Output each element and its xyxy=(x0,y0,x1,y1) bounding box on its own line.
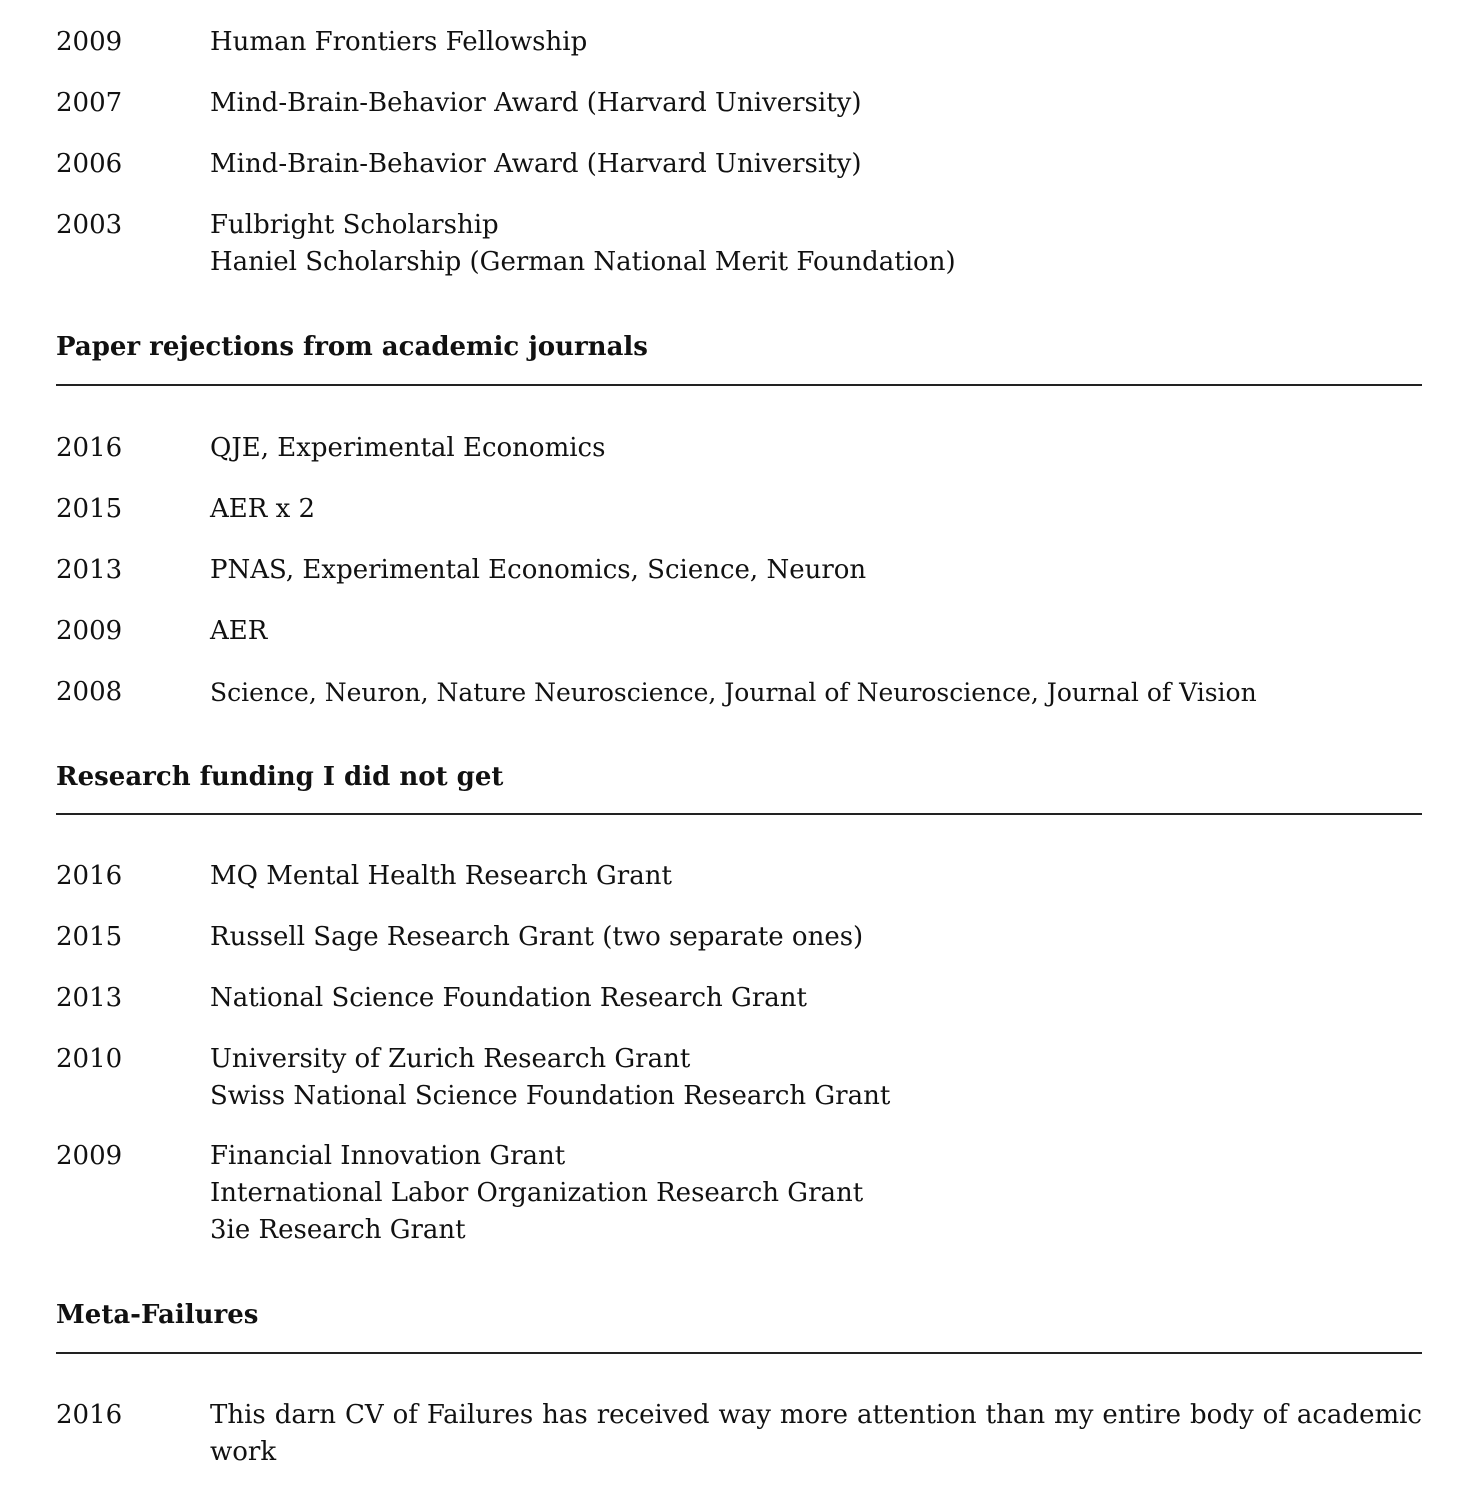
entry-line: University of Zurich Research Grant xyxy=(210,1044,691,1074)
entry-content xyxy=(210,1138,1422,1249)
entry-line: Swiss National Science Foundation Research Grant xyxy=(210,1081,891,1111)
section-heading-meta-failures: Meta-Failures xyxy=(56,1300,259,1330)
entry-year: 2013 xyxy=(56,983,123,1013)
entry-line: Mind-Brain-Behavior Award (Harvard University) xyxy=(210,88,862,118)
entry-content xyxy=(210,146,1422,183)
entry-content xyxy=(210,24,1422,61)
entry-year: 2010 xyxy=(56,1044,123,1074)
entry-content xyxy=(210,207,1422,281)
entry-year: 2016 xyxy=(56,861,123,891)
entry-line: Mind-Brain-Behavior Award (Harvard University) xyxy=(210,149,862,179)
entry-content xyxy=(210,491,1422,528)
section-divider xyxy=(56,813,1422,815)
entry-line: MQ Mental Health Research Grant xyxy=(210,861,672,891)
entry-content: This darn CV of Failures has received way more attention than my entire body of academic work xyxy=(210,1400,1422,1467)
entry-line: 3ie Research Grant xyxy=(210,1215,466,1245)
entry-year: 2013 xyxy=(56,555,123,585)
entry-line: QJE, Experimental Economics xyxy=(210,433,606,463)
entry-line: Financial Innovation Grant xyxy=(210,1141,566,1171)
entry-year: 2009 xyxy=(56,1141,123,1171)
entry-year: 2003 xyxy=(56,210,123,240)
entry-content xyxy=(210,1041,1422,1115)
section-divider xyxy=(56,384,1422,386)
section-heading-funding: Research funding I did not get xyxy=(56,762,504,792)
entry-year: 2009 xyxy=(56,616,123,646)
entry-year: 2016 xyxy=(56,433,123,463)
entry-line: AER xyxy=(210,616,268,646)
entry-content xyxy=(210,552,1422,589)
entry-line: AER x 2 xyxy=(210,494,316,524)
entry-line: National Science Foundation Research Grant xyxy=(210,983,807,1013)
entry-content xyxy=(210,980,1422,1017)
entry-line: International Labor Organization Research Grant xyxy=(210,1178,864,1208)
entry-year: 2015 xyxy=(56,494,123,524)
entry-year: 2009 xyxy=(56,27,123,57)
entry-content xyxy=(210,613,1422,650)
entry-line: PNAS, Experimental Economics, Science, Neuron xyxy=(210,555,867,585)
entry-content xyxy=(210,85,1422,122)
entry-line: Science, Neuron, Nature Neuroscience, Journal of Neuroscience, Journal of Vision xyxy=(210,678,1257,707)
entry-content xyxy=(210,858,1422,895)
entry-year: 2007 xyxy=(56,88,123,118)
entry-line: Fulbright Scholarship xyxy=(210,210,499,240)
entry-line: Human Frontiers Fellowship xyxy=(210,27,588,57)
entry-year: 2006 xyxy=(56,149,123,179)
entry-line: Haniel Scholarship (German National Merit Foundation) xyxy=(210,247,956,277)
entry-content xyxy=(210,919,1422,956)
entry-year: 2008 xyxy=(56,677,123,707)
section-heading-rejections: Paper rejections from academic journals xyxy=(56,332,648,362)
entry-content xyxy=(210,674,1422,711)
entry-year: 2016 xyxy=(56,1400,123,1430)
entry-content xyxy=(210,430,1422,467)
entry-year: 2015 xyxy=(56,922,123,952)
entry-line: Russell Sage Research Grant (two separate ones) xyxy=(210,922,864,952)
section-divider xyxy=(56,1352,1422,1354)
